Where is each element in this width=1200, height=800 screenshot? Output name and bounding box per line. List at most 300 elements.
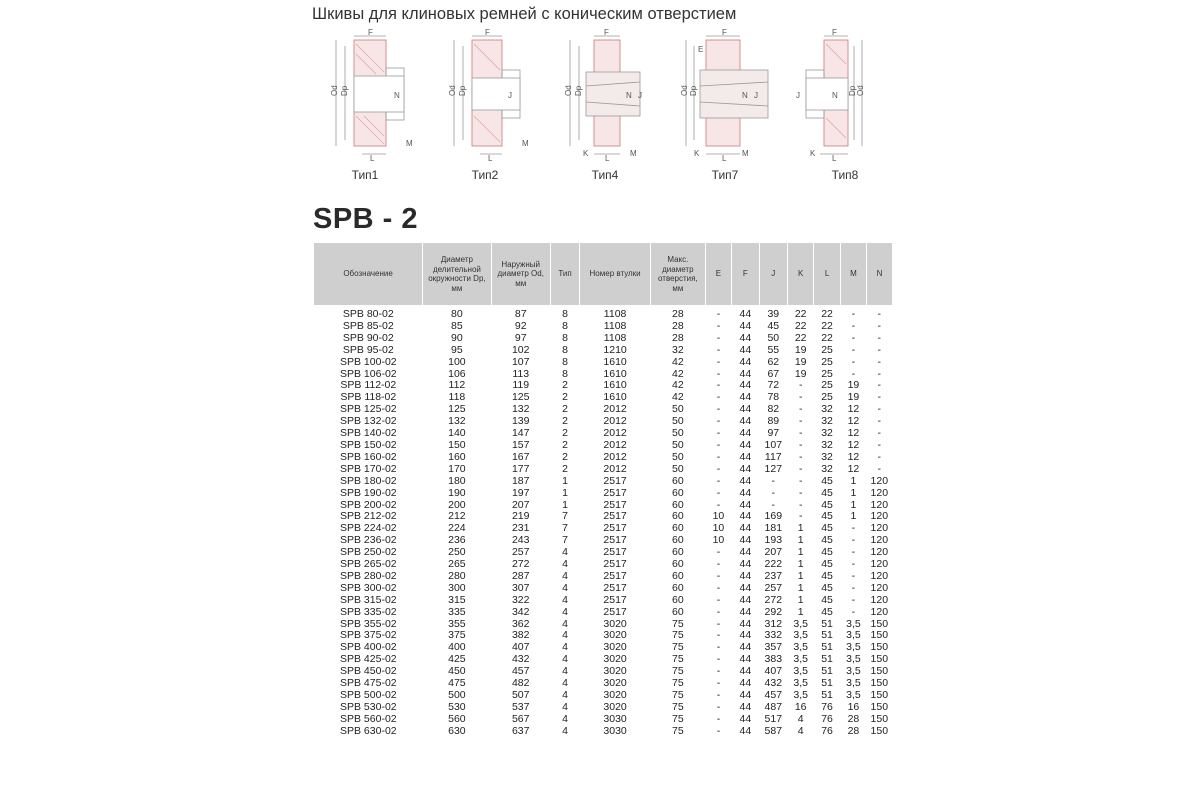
svg-text:L: L <box>832 154 837 163</box>
diagram-label-type7: Тип7 <box>711 168 739 182</box>
table-cell: 44 <box>739 463 752 475</box>
table-cell: 272 <box>764 594 783 606</box>
svg-text:L: L <box>370 154 375 163</box>
svg-text:N: N <box>742 91 748 100</box>
table-cell: 60 <box>672 582 684 594</box>
table-cell: 95 <box>451 344 463 356</box>
table-cell: 2012 <box>603 463 627 475</box>
pulley-diagram-type8 <box>790 28 900 188</box>
pulley-type4-drawing <box>550 28 660 168</box>
table-cell: 44 <box>739 416 752 428</box>
table-cell: 181 <box>764 523 783 535</box>
table-cell: 87 <box>514 308 527 320</box>
table-cell: - <box>716 308 721 320</box>
table-cell: 400 <box>448 642 466 654</box>
table-cell: 200 <box>448 499 466 511</box>
table-cell: 287 <box>511 570 530 582</box>
table-cell: 51 <box>821 642 833 654</box>
table-cell: 25 <box>821 380 833 392</box>
table-cell: 97 <box>514 332 527 344</box>
table-cell: 432 <box>764 678 783 690</box>
table-cell: - <box>877 428 882 440</box>
table-cell: 113 <box>512 368 530 380</box>
table-cell: - <box>851 344 856 356</box>
table-cell: 207 <box>764 547 783 559</box>
svg-text:M: M <box>742 149 749 158</box>
table-cell: 3,5 <box>846 630 861 642</box>
table-cell: - <box>851 594 856 606</box>
table-cell: - <box>716 547 721 559</box>
table-cell: 315 <box>448 594 466 606</box>
table-cell: 75 <box>672 654 684 666</box>
table-cell: 51 <box>821 678 833 690</box>
table-cell: - <box>716 439 721 451</box>
table-cell: 51 <box>821 690 833 701</box>
table-cell: 332 <box>764 630 783 642</box>
table-row <box>314 559 892 571</box>
designation-cell: SPB 132-02 <box>340 416 397 428</box>
table-cell: 44 <box>739 451 752 463</box>
table-cell: 76 <box>821 701 833 713</box>
table-cell: - <box>851 535 856 547</box>
svg-text:F: F <box>722 28 727 37</box>
table-cell: 60 <box>672 475 684 487</box>
table-cell: 4 <box>562 582 568 594</box>
table-cell: - <box>798 511 803 523</box>
table-cell: 322 <box>511 594 530 606</box>
table-cell: 22 <box>794 320 807 332</box>
table-cell: - <box>877 356 882 368</box>
table-cell: 50 <box>672 404 684 416</box>
pulley-diagram-type2 <box>430 28 540 188</box>
table-cell: 4 <box>562 618 568 630</box>
table-cell: 60 <box>672 535 684 547</box>
table-cell: 4 <box>562 666 568 678</box>
table-row <box>314 464 892 476</box>
table-cell: - <box>771 475 776 487</box>
column-header: Наружный диаметр Od, мм <box>491 243 550 305</box>
designation-cell: SPB 118-02 <box>340 392 397 404</box>
table-cell: 42 <box>672 380 684 392</box>
table-cell: 50 <box>672 428 684 440</box>
table-cell: 89 <box>767 416 780 428</box>
table-cell: 2 <box>562 404 568 416</box>
table-cell: 4 <box>562 701 568 713</box>
table-cell: 25 <box>821 356 833 368</box>
table-cell: 75 <box>672 642 684 654</box>
table-cell: 4 <box>562 690 568 701</box>
table-cell: 32 <box>821 428 833 440</box>
table-cell: 44 <box>739 713 752 725</box>
table-row <box>314 583 892 595</box>
table-cell: 75 <box>672 666 684 678</box>
designation-cell: SPB 180-02 <box>340 475 397 487</box>
table-cell: 190 <box>448 487 466 499</box>
table-cell: 50 <box>672 451 684 463</box>
svg-text:Od: Od <box>856 85 865 96</box>
table-cell: 44 <box>739 666 752 678</box>
table-cell: - <box>798 392 803 404</box>
column-header: Диаметр делительной окружности Dp, мм <box>423 243 492 305</box>
table-cell: 150 <box>870 713 889 725</box>
table-cell: 4 <box>562 642 568 654</box>
table-cell: 1610 <box>603 380 627 392</box>
table-cell: 383 <box>764 654 783 666</box>
table-cell: 78 <box>767 392 780 404</box>
table-cell: 1108 <box>603 308 627 320</box>
table-cell: 2 <box>562 439 568 451</box>
table-cell: 280 <box>448 570 466 582</box>
designation-cell: SPB 80-02 <box>342 308 394 320</box>
table-row <box>314 511 892 523</box>
table-cell: 45 <box>821 559 833 571</box>
designation-cell: SPB 150-02 <box>340 439 397 451</box>
pulley-type7-drawing <box>670 28 780 168</box>
table-cell: 560 <box>448 713 466 725</box>
designation-cell: SPB 400-02 <box>340 642 397 654</box>
table-cell: 1 <box>797 606 804 618</box>
table-cell: 44 <box>739 308 752 320</box>
table-cell: 3020 <box>603 630 627 642</box>
table-cell: 3,5 <box>846 678 861 690</box>
table-cell: 19 <box>794 368 807 380</box>
svg-text:Od: Od <box>564 85 573 96</box>
diagram-label-type4: Тип4 <box>591 168 619 182</box>
designation-cell: SPB 425-02 <box>340 654 397 666</box>
table-cell: - <box>716 416 721 428</box>
table-cell: 28 <box>672 332 684 344</box>
table-cell: - <box>877 344 882 356</box>
table-cell: 1 <box>797 535 804 547</box>
table-cell: 19 <box>847 380 860 392</box>
svg-text:Od: Od <box>448 85 457 96</box>
designation-cell: SPB 212-02 <box>340 511 397 523</box>
table-cell: 150 <box>870 642 889 654</box>
table-row <box>314 690 892 702</box>
designation-cell: SPB 200-02 <box>340 499 397 511</box>
table-cell: - <box>877 451 882 463</box>
table-row <box>314 428 892 440</box>
designation-cell: SPB 170-02 <box>340 463 397 475</box>
table-cell: 75 <box>672 690 684 701</box>
table-cell: 120 <box>870 535 889 547</box>
table-cell: 60 <box>672 559 684 571</box>
table-cell: 207 <box>511 499 530 511</box>
table-cell: - <box>716 606 721 618</box>
svg-text:Dp: Dp <box>848 85 857 96</box>
table-cell: 4 <box>562 606 568 618</box>
column-header: Обозначение <box>314 243 423 305</box>
table-cell: 132 <box>511 404 530 416</box>
designation-cell: SPB 106-02 <box>340 368 397 380</box>
table-cell: 60 <box>672 499 684 511</box>
table-cell: 44 <box>739 499 752 511</box>
column-header: Номер втулки <box>580 243 651 305</box>
table-row <box>314 535 892 547</box>
table-cell: 8 <box>562 344 568 356</box>
table-cell: 120 <box>870 523 889 535</box>
table-cell: 28 <box>672 308 684 320</box>
table-row <box>314 476 892 488</box>
table-cell: 250 <box>448 547 466 559</box>
table-cell: 2517 <box>603 499 627 511</box>
table-cell: 44 <box>739 475 752 487</box>
table-cell: 32 <box>821 451 833 463</box>
svg-text:J: J <box>638 91 642 100</box>
table-header-row <box>314 243 892 305</box>
table-cell: 16 <box>847 701 860 713</box>
table-row <box>314 305 892 321</box>
table-cell: 90 <box>451 332 463 344</box>
table-cell: 28 <box>847 725 860 737</box>
column-header: E <box>705 243 731 305</box>
table-cell: 45 <box>821 475 833 487</box>
table-cell: 2517 <box>603 487 627 499</box>
table-cell: 44 <box>739 511 752 523</box>
table-cell: - <box>716 594 721 606</box>
designation-cell: SPB 630-02 <box>340 725 397 737</box>
designation-cell: SPB 85-02 <box>342 320 394 332</box>
table-cell: 4 <box>562 713 568 725</box>
table-cell: 3,5 <box>793 690 808 701</box>
table-cell: 1 <box>797 582 804 594</box>
table-cell: 102 <box>511 344 530 356</box>
table-cell: - <box>716 642 721 654</box>
table-cell: 120 <box>870 606 889 618</box>
svg-text:J: J <box>796 91 800 100</box>
table-cell: 10 <box>712 535 725 547</box>
table-row <box>314 404 892 416</box>
table-cell: 75 <box>672 701 684 713</box>
table-cell: 44 <box>739 535 752 547</box>
table-cell: 60 <box>672 523 684 535</box>
svg-text:M: M <box>522 139 529 148</box>
table-cell: 44 <box>739 344 752 356</box>
table-cell: 32 <box>821 463 833 475</box>
table-cell: 1610 <box>603 368 627 380</box>
table-row <box>314 440 892 452</box>
table-cell: 382 <box>511 630 530 642</box>
designation-cell: SPB 355-02 <box>340 618 397 630</box>
section-title: SPB - 2 <box>313 203 419 235</box>
pulley-diagram-type4 <box>550 28 660 188</box>
table-cell: - <box>798 428 803 440</box>
table-cell: 2 <box>562 428 568 440</box>
table-cell: 44 <box>739 428 752 440</box>
table-cell: - <box>716 713 721 725</box>
designation-cell: SPB 250-02 <box>340 547 397 559</box>
table-cell: 44 <box>739 654 752 666</box>
table-cell: 3030 <box>603 725 627 737</box>
table-cell: 12 <box>847 439 860 451</box>
table-cell: 150 <box>870 654 889 666</box>
table-cell: 60 <box>672 606 684 618</box>
table-cell: 75 <box>672 618 684 630</box>
table-cell: - <box>877 308 882 320</box>
table-cell: 1 <box>850 475 857 487</box>
table-cell: 1 <box>797 570 804 582</box>
table-cell: 127 <box>764 463 783 475</box>
table-cell: 120 <box>870 487 889 499</box>
column-header: F <box>732 243 759 305</box>
spb-specs-table <box>314 243 892 738</box>
table-cell: 236 <box>448 535 466 547</box>
table-cell: - <box>851 559 856 571</box>
table-cell: 97 <box>767 428 780 440</box>
table-cell: - <box>716 666 721 678</box>
table-row <box>314 702 892 714</box>
table-cell: 44 <box>739 547 752 559</box>
table-cell: 1 <box>562 475 568 487</box>
table-cell: - <box>798 499 803 511</box>
table-cell: 432 <box>511 654 530 666</box>
table-cell: 1 <box>797 559 804 571</box>
table-cell: 517 <box>764 713 783 725</box>
table-cell: 3020 <box>603 690 627 701</box>
table-cell: 44 <box>739 630 752 642</box>
svg-text:L: L <box>605 154 610 163</box>
table-cell: - <box>716 654 721 666</box>
table-cell: 3020 <box>603 618 627 630</box>
table-cell: 44 <box>739 487 752 499</box>
table-cell: 44 <box>739 570 752 582</box>
column-header: M <box>840 243 866 305</box>
table-cell: 10 <box>712 511 725 523</box>
table-row <box>314 714 892 726</box>
table-cell: 7 <box>562 523 568 535</box>
table-cell: 507 <box>511 690 530 701</box>
table-row <box>314 369 892 381</box>
table-cell: 487 <box>764 701 783 713</box>
table-cell: 118 <box>448 392 466 404</box>
table-cell: - <box>798 380 803 392</box>
table-cell: 132 <box>448 416 466 428</box>
table-cell: 1210 <box>603 344 627 356</box>
table-cell: 44 <box>739 332 752 344</box>
table-cell: 1108 <box>603 332 627 344</box>
table-cell: 2517 <box>603 594 627 606</box>
table-cell: 630 <box>448 725 466 737</box>
table-cell: 44 <box>739 690 752 701</box>
table-cell: 177 <box>511 463 530 475</box>
table-cell: 25 <box>821 344 833 356</box>
table-cell: 51 <box>821 654 833 666</box>
table-cell: - <box>716 344 721 356</box>
table-cell: 342 <box>511 606 530 618</box>
table-cell: 1610 <box>603 392 627 404</box>
table-cell: 32 <box>821 439 833 451</box>
designation-cell: SPB 530-02 <box>340 701 397 713</box>
table-cell: 362 <box>511 618 530 630</box>
table-cell: 44 <box>739 725 752 737</box>
table-cell: 4 <box>797 713 804 725</box>
table-cell: - <box>877 463 882 475</box>
table-cell: 117 <box>764 451 782 463</box>
svg-text:Dp: Dp <box>340 85 349 96</box>
table-cell: 8 <box>562 332 568 344</box>
svg-text:Dp: Dp <box>689 85 698 96</box>
svg-text:L: L <box>722 154 727 163</box>
table-cell: 22 <box>821 332 833 344</box>
diagram-label-type1: Тип1 <box>351 168 379 182</box>
table-cell: - <box>716 559 721 571</box>
pulley-type1-drawing <box>310 28 420 168</box>
table-cell: 1610 <box>603 356 627 368</box>
table-row <box>314 380 892 392</box>
table-cell: 167 <box>511 451 530 463</box>
table-cell: - <box>716 630 721 642</box>
table-cell: 60 <box>672 570 684 582</box>
table-cell: - <box>716 690 721 701</box>
table-cell: 45 <box>821 535 833 547</box>
table-cell: 119 <box>512 380 530 392</box>
table-cell: 44 <box>739 642 752 654</box>
table-cell: 32 <box>672 344 684 356</box>
table-row <box>314 607 892 619</box>
table-cell: - <box>716 356 721 368</box>
table-cell: 44 <box>739 392 752 404</box>
designation-cell: SPB 100-02 <box>340 356 397 368</box>
table-cell: 28 <box>847 713 860 725</box>
table-cell: - <box>716 380 721 392</box>
column-header: J <box>759 243 787 305</box>
designation-cell: SPB 450-02 <box>340 666 397 678</box>
table-cell: 120 <box>870 499 889 511</box>
designation-cell: SPB 475-02 <box>340 678 397 690</box>
table-cell: 62 <box>767 356 780 368</box>
table-cell: 407 <box>511 642 530 654</box>
table-cell: 2517 <box>603 511 627 523</box>
table-cell: 222 <box>764 559 783 571</box>
table-cell: 25 <box>821 368 833 380</box>
table-cell: 2012 <box>603 451 627 463</box>
svg-text:F: F <box>368 28 373 37</box>
svg-text:K: K <box>583 149 589 158</box>
svg-text:M: M <box>630 149 637 158</box>
table-cell: 12 <box>847 416 860 428</box>
table-row <box>314 452 892 464</box>
svg-text:F: F <box>485 28 490 37</box>
table-row <box>314 345 892 357</box>
table-cell: 82 <box>767 404 780 416</box>
table-cell: 44 <box>739 701 752 713</box>
pulley-type8-drawing <box>790 28 900 168</box>
table-cell: - <box>851 582 856 594</box>
table-cell: 1 <box>797 523 804 535</box>
table-cell: - <box>851 547 856 559</box>
column-header: K <box>788 243 814 305</box>
table-cell: 150 <box>870 678 889 690</box>
table-cell: 45 <box>767 320 780 332</box>
table-cell: 45 <box>821 547 833 559</box>
table-cell: 3020 <box>603 666 627 678</box>
table-cell: 150 <box>448 439 466 451</box>
column-header: Макс. диаметр отверстия, мм <box>650 243 705 305</box>
table-cell: 45 <box>821 606 833 618</box>
table-cell: - <box>716 618 721 630</box>
pulley-type2-drawing <box>430 28 540 168</box>
svg-text:Dp: Dp <box>458 85 467 96</box>
table-cell: 45 <box>821 499 833 511</box>
designation-cell: SPB 375-02 <box>340 630 397 642</box>
designation-cell: SPB 125-02 <box>340 404 397 416</box>
table-cell: 231 <box>511 523 530 535</box>
table-cell: 4 <box>562 678 568 690</box>
table-cell: 150 <box>870 618 889 630</box>
table-cell: 180 <box>448 475 466 487</box>
table-cell: 107 <box>764 439 783 451</box>
table-cell: 2012 <box>603 428 627 440</box>
